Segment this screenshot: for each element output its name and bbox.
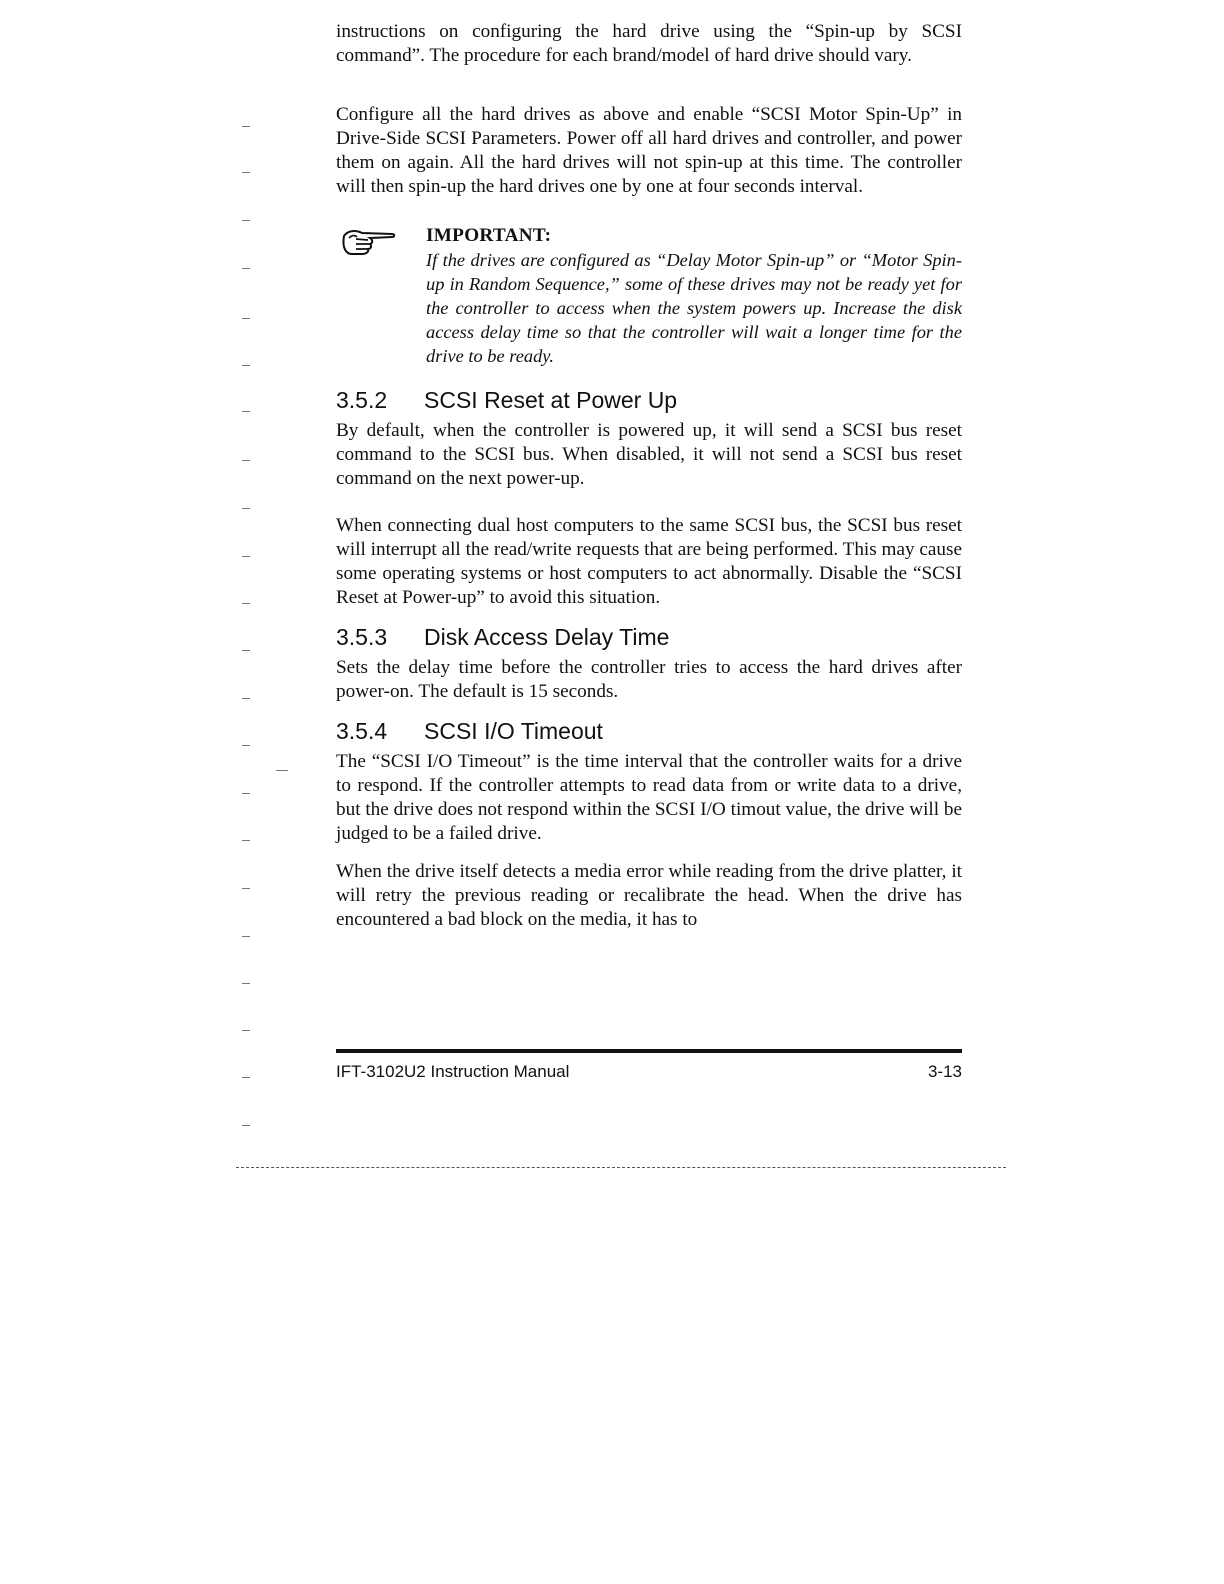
section-paragraph: By default, when the controller is powered up, it will send a SCSI bus reset command to the SCSI bus. When disabled, it will not send a SCSI bus reset command on the next power-up. <box>336 420 962 489</box>
page-footer <box>336 1049 962 1082</box>
scan-speck <box>276 770 288 771</box>
scan-speck <box>242 936 250 937</box>
scan-speck <box>242 365 250 366</box>
page-number: 3-13 <box>927 1062 962 1081</box>
scan-speck <box>242 793 250 794</box>
section-number: 3.5.3 <box>336 624 388 650</box>
scan-speck <box>242 698 250 699</box>
section-heading <box>336 716 962 746</box>
section-title: SCSI I/O Timeout <box>424 718 603 744</box>
scan-speck <box>242 983 250 984</box>
page-content <box>336 20 962 932</box>
scan-speck <box>242 508 250 509</box>
scan-speck <box>242 650 250 651</box>
scan-speck <box>242 318 250 319</box>
scan-speck <box>242 556 250 557</box>
section-paragraph: The “SCSI I/O Timeout” is the time interval that the controller waits for a drive to respond. If the controller attempts to read data from or write data to a drive, but the drive does not respond within the SCSI I/O timout value, the drive will be judged to be a failed drive. <box>336 751 962 844</box>
scan-speck <box>242 460 250 461</box>
manual-title: IFT-3102U2 Instruction Manual <box>336 1062 570 1081</box>
scan-speck <box>242 172 250 173</box>
important-title: IMPORTANT: <box>426 225 552 246</box>
scan-edge-line <box>236 1167 1006 1168</box>
section-paragraph: Sets the delay time before the controller tries to access the hard drives after power-on. The default is 15 seconds. <box>336 657 962 702</box>
scan-speck <box>242 126 250 127</box>
important-note <box>336 224 962 368</box>
pointing-hand-icon <box>340 226 396 256</box>
intro-paragraph-2: Configure all the hard drives as above and enable “SCSI Motor Spin-Up” in Drive-Side SCSI Parameters. Power off all hard drives and controller, and power them on again. All the hard drives will not spin-up at this time. The controller will then spin-up the hard drives one by one at four seconds interval. <box>336 104 962 197</box>
scan-speck <box>242 1030 250 1031</box>
scan-speck <box>242 888 250 889</box>
scan-speck <box>242 840 250 841</box>
section-number: 3.5.2 <box>336 387 388 413</box>
scan-speck <box>242 268 250 269</box>
section-title: SCSI Reset at Power Up <box>424 387 678 413</box>
scan-speck <box>242 745 250 746</box>
section-number: 3.5.4 <box>336 718 388 744</box>
scan-speck <box>242 603 250 604</box>
scan-speck <box>242 220 250 221</box>
important-text: If the drives are configured as “Delay Motor Spin-up” or “Motor Spin-up in Random Sequence,” some of these drives may not be ready yet for the controller to access when the system powers up. Increase the disk access delay time so that the controller will wait a longer time for the drive to be ready. <box>426 250 962 366</box>
scan-speck <box>242 411 250 412</box>
scan-speck <box>242 1077 250 1078</box>
section-title: Disk Access Delay Time <box>424 624 670 650</box>
intro-paragraph-1: instructions on configuring the hard drive using the “Spin-up by SCSI command”. The procedure for each brand/model of hard drive should vary. <box>336 21 962 66</box>
section-paragraph: When the drive itself detects a media error while reading from the drive platter, it will retry the previous reading or recalibrate the head. When the drive has encountered a bad block on the media, it has to <box>336 861 962 930</box>
footer-rule <box>336 1049 962 1053</box>
section-paragraph: When connecting dual host computers to the same SCSI bus, the SCSI bus reset will interrupt all the read/write requests that are being performed. This may cause some operating systems or host computers to act abnormally. Disable the “SCSI Reset at Power-up” to avoid this situation. <box>336 515 962 608</box>
section-heading <box>336 385 962 415</box>
scan-speck <box>242 1125 250 1126</box>
section-heading <box>336 622 962 652</box>
